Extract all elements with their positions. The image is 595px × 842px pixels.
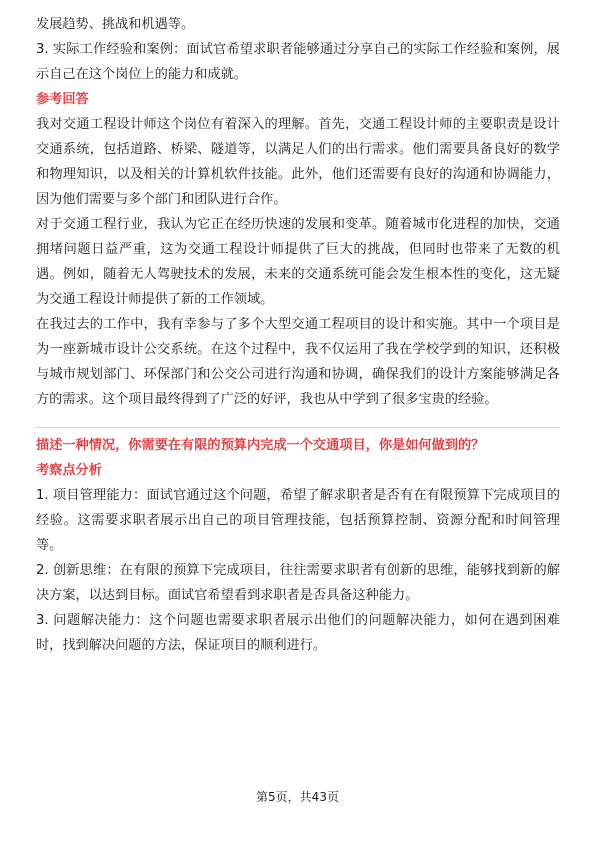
reference-answer-heading: 参考回答 [36, 92, 89, 107]
intro-continuation-text: 发展趋势、挑战和机遇等。 [36, 17, 195, 32]
answer-paragraph-2: 对于交通工程行业，我认为它正在经历快速的发展和变革。随着城市化进程的加快，交通拥堵问题日益严重，这为交通工程设计师提供了巨大的挑战，但同时也带来了无数的机遇。例如，随着无人驾驶技术的发展，未来的交通系统可能会发生根本性的变化，这无疑为交通工程设计师提供了新的工作领域。 [36, 217, 560, 307]
page-number-footer: 第5页，共43页 [256, 790, 339, 804]
analysis-point-1: 1. 项目管理能力：面试官通过这个问题，希望了解求职者是否有在有限预算下完成项目的经验。这需要求职者展示出自己的项目管理技能，包括预算控制、资源分配和时间管理等。 [36, 488, 560, 553]
analysis-point-2: 2. 创新思维：在有限的预算下完成项目，往往需要求职者有创新的思维，能够找到新的解决方案，以达到目标。面试官希望看到求职者是否具备这种能力。 [36, 563, 560, 603]
analysis-point-3: 3. 问题解决能力：这个问题也需要求职者展示出他们的问题解决能力，如何在遇到困难时，找到解决问题的方法，保证项目的顺利进行。 [36, 613, 560, 653]
answer-paragraph-1: 我对交通工程设计师这个岗位有着深入的理解。首先，交通工程设计师的主要职责是设计交通系统，包括道路、桥梁、隧道等，以满足人们的出行需求。他们需要具备良好的数学和物理知识，以及相关的计算机软件技能。此外，他们还需要有良好的沟通和协调能力，因为他们需要与多个部门和团队进行合作。 [36, 117, 560, 207]
question-heading: 描述一种情况，你需要在有限的预算内完成一个交通项目，你是如何做到的？ [36, 438, 485, 453]
analysis-heading: 考察点分析 [36, 463, 102, 478]
document-page [36, 12, 560, 658]
point-3-text: 3. 实际工作经验和案例：面试官希望求职者能够通过分享自己的实际工作经验和案例，展示自己在这个岗位上的能力和成就。 [36, 42, 560, 82]
answer-paragraph-3: 在我过去的工作中，我有幸参与了多个大型交通工程项目的设计和实施。其中一个项目是为一座新城市设计公交系统。在这个过程中，我不仅运用了我在学校学到的知识，还积极与城市规划部门、环保部门和公交公司进行沟通和协调，确保我们的设计方案能够满足各方的需求。这个项目最终得到了广泛的好评，我也从中学到了很多宝贵的经验。 [36, 317, 560, 407]
section-divider [36, 427, 560, 428]
